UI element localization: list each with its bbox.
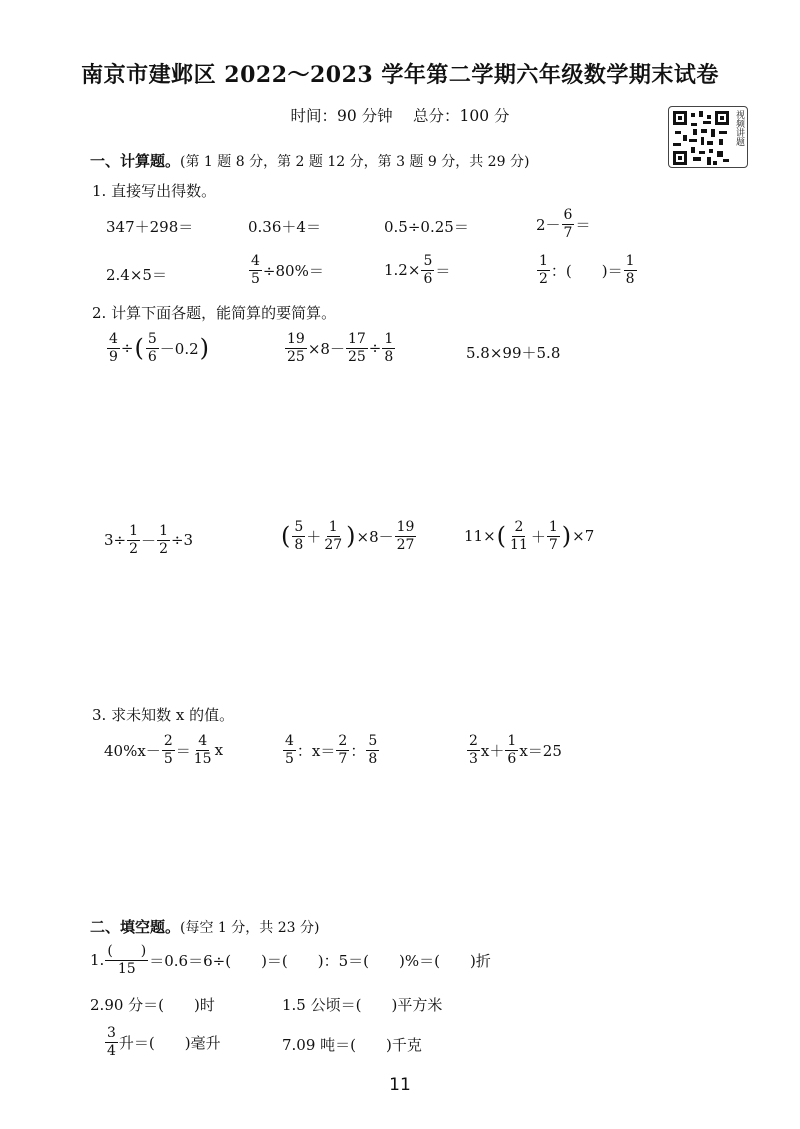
qr-code-icon bbox=[673, 111, 729, 165]
fill-q1: 1. $\frac{( )}{15}$ ＝0.6＝6÷( )＝( )：5＝( )%＝( )折 bbox=[90, 943, 491, 977]
q1-expr-5: 2.4×5＝ bbox=[106, 266, 167, 284]
exam-info: 时间：90 分钟 总分：100 分 bbox=[290, 107, 510, 125]
section-2-heading bbox=[90, 916, 319, 937]
q3-expr-1: 40%x－ $\frac{2}{5}$ ＝ $\frac{4}{15}$ x bbox=[104, 733, 224, 767]
fill-q2-d: 7.09 吨＝( )千克 bbox=[282, 1036, 422, 1054]
section-1-note: (第 1 题 8 分，第 2 题 12 分，第 3 题 9 分，共 29 分) bbox=[180, 154, 530, 170]
fill-q2-c: $\frac{3}{4}$ 升＝( )毫升 bbox=[107, 1025, 221, 1059]
q2-expr-5: ( $\frac{5}{8}$ ＋ $\frac{1}{27}$ ) ×8－ $\frac{19}{27}$ bbox=[281, 519, 415, 553]
q2-expr-4: 3÷ $\frac{1}{2}$ － $\frac{1}{2}$ ÷3 bbox=[104, 523, 194, 557]
q2-expr-2: $\frac{19}{25}$ ×8－ $\frac{17}{25}$ ÷ $\frac{1}{8}$ bbox=[287, 331, 394, 365]
page-number: 11 bbox=[389, 1075, 411, 1095]
section-2-note: (每空 1 分，共 23 分) bbox=[180, 920, 320, 936]
q1-expr-1: 347＋298＝ bbox=[106, 218, 194, 236]
q1-expr-4: 2－ $\frac{6}{7}$ ＝ bbox=[536, 207, 591, 241]
fill-q2-a: 2. 90 分＝( )时 bbox=[90, 995, 215, 1014]
section-1-heading bbox=[90, 150, 529, 171]
section-1-title: 一、计算题。 bbox=[90, 152, 181, 170]
qr-code[interactable] bbox=[668, 106, 748, 168]
page-title: 南京市建邺区 2022～2023 学年第二学期六年级数学期末试卷 bbox=[81, 62, 719, 88]
q3-expr-2: $\frac{4}{5}$ ：x＝ $\frac{2}{7}$ ： $\frac{5}{8}$ bbox=[285, 733, 378, 767]
q2-expr-3: 5.8×99＋5.8 bbox=[466, 344, 561, 362]
q3-label: 3. 求未知数 x 的值。 bbox=[92, 706, 235, 724]
fill-q2-b: 1.5 公顷＝( )平方米 bbox=[282, 996, 443, 1014]
section-2-title: 二、填空题。 bbox=[90, 918, 181, 936]
q2-label: 2. 计算下面各题，能简算的要简算。 bbox=[92, 304, 337, 322]
q1-expr-6: $\frac{4}{5}$ ÷80%＝ bbox=[251, 253, 324, 287]
q1-expr-8: $\frac{1}{2}$ ：( )＝ $\frac{1}{8}$ bbox=[539, 253, 635, 287]
q2-expr-6: 11× ( $\frac{2}{11}$ ＋ $\frac{1}{7}$ ) ×7 bbox=[464, 519, 595, 553]
q2-expr-1: $\frac{4}{9}$ ÷ ( $\frac{5}{6}$ －0.2 ) bbox=[109, 331, 210, 365]
q1-expr-7: 1.2× $\frac{5}{6}$ ＝ bbox=[384, 253, 451, 287]
q3-expr-3: $\frac{2}{3}$ x＋ $\frac{1}{6}$ x＝25 bbox=[469, 733, 562, 767]
q1-expr-2: 0.36＋4＝ bbox=[248, 218, 321, 236]
qr-label: 视频讲题 bbox=[734, 110, 744, 146]
q1-label: 1. 直接写出得数。 bbox=[92, 182, 217, 200]
q1-expr-3: 0.5÷0.25＝ bbox=[384, 218, 469, 236]
